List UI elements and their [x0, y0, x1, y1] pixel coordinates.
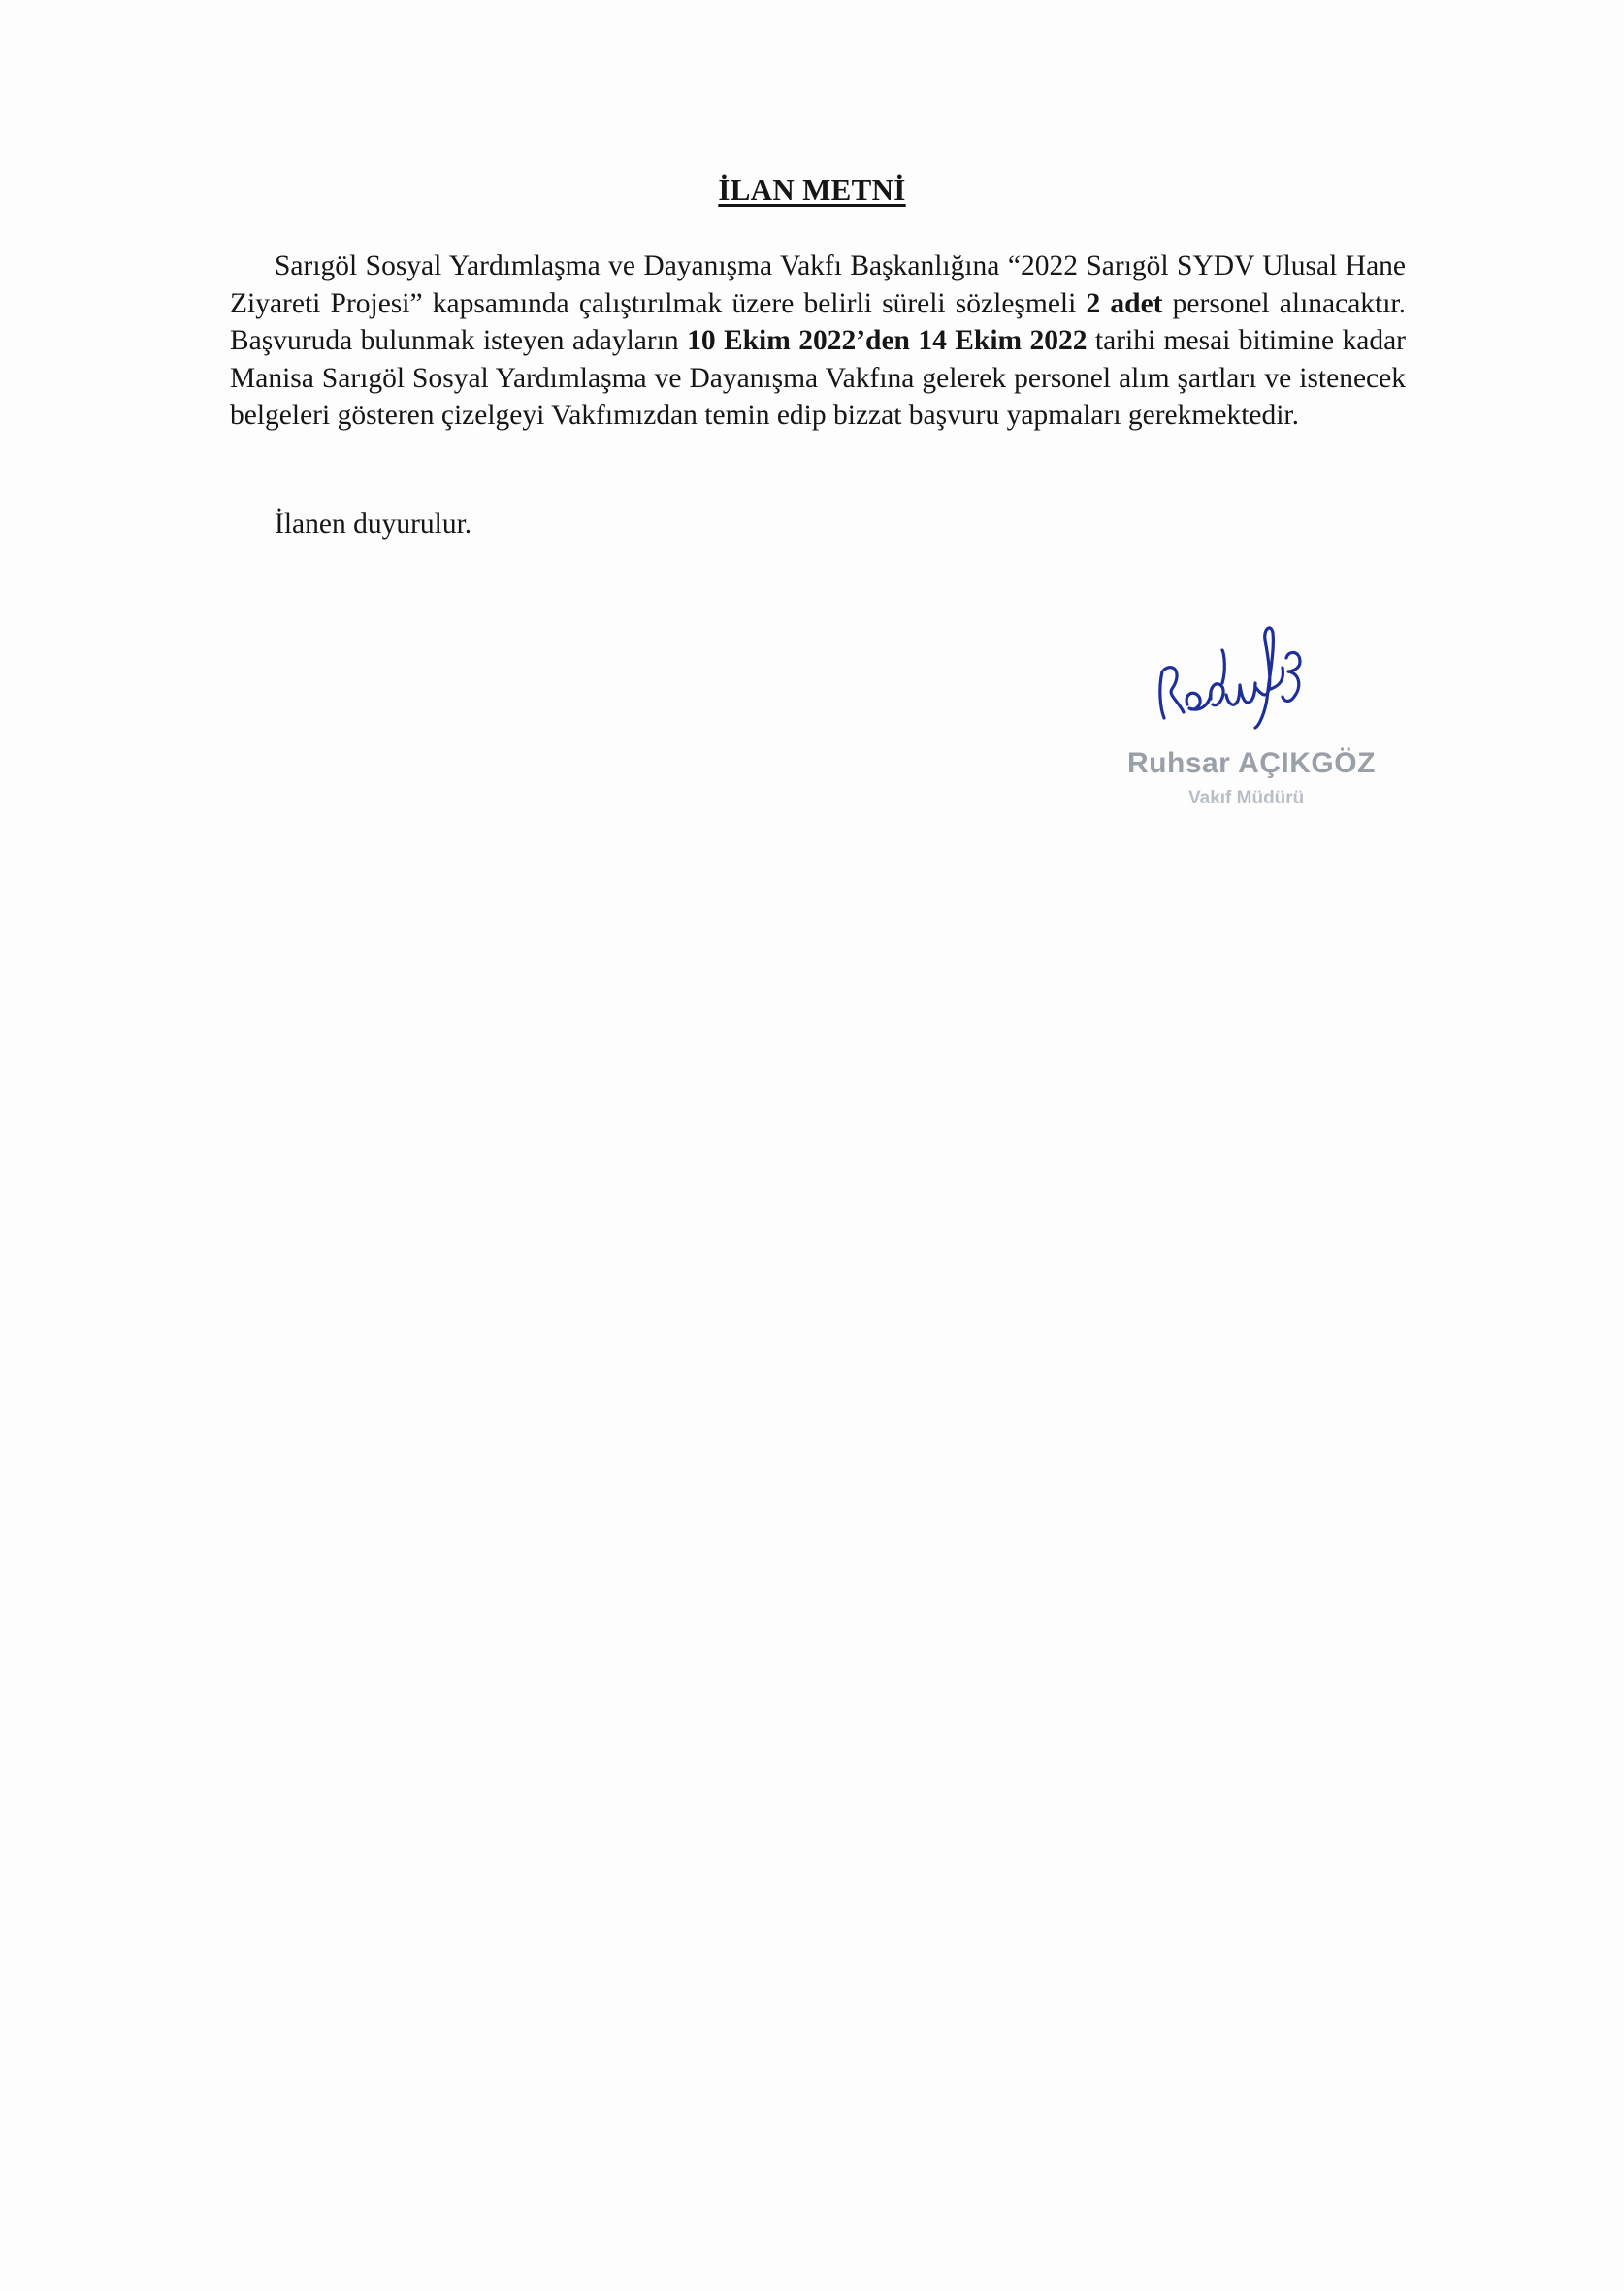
personnel-count: 2 adet	[1086, 287, 1163, 319]
paragraph-text-1: Sarıgöl Sosyal Yardımlaşma ve Dayanışma Vakfı Başkanlığına “2022 Sarıgöl SYDV Ulusal Hane Ziyareti Projesi” kapsamında çalıştırılmak üzere belirli süreli sözleşmeli	[230, 250, 1406, 319]
paragraph-text-3: tarihi mesai bitimine kadar Manisa Sarıgöl Sosyal Yardımlaşma ve Dayanışma Vakfına gelerek personel alım şartları ve istenecek belgeleri gösteren çizelgeyi Vakfımızdan temin edip bizzat başvuru yapmaları gerekmektedir.	[230, 325, 1406, 431]
document-title: İLAN METNİ	[718, 173, 906, 207]
signature-block	[1106, 611, 1426, 844]
announcement-paragraph	[230, 247, 1406, 435]
application-dates: 10 Ekim 2022’den 14 Ekim 2022	[687, 325, 1088, 356]
handwritten-signature	[1154, 611, 1339, 747]
stamp-title: Vakıf Müdürü	[1188, 788, 1305, 808]
stamp-name: Ruhsar AÇIKGÖZ	[1127, 747, 1376, 779]
paragraph-text-2: personel alınacaktır. Başvuruda bulunmak isteyen adayların	[230, 287, 1407, 356]
closing-line: İlanen duyurulur.	[275, 508, 472, 540]
